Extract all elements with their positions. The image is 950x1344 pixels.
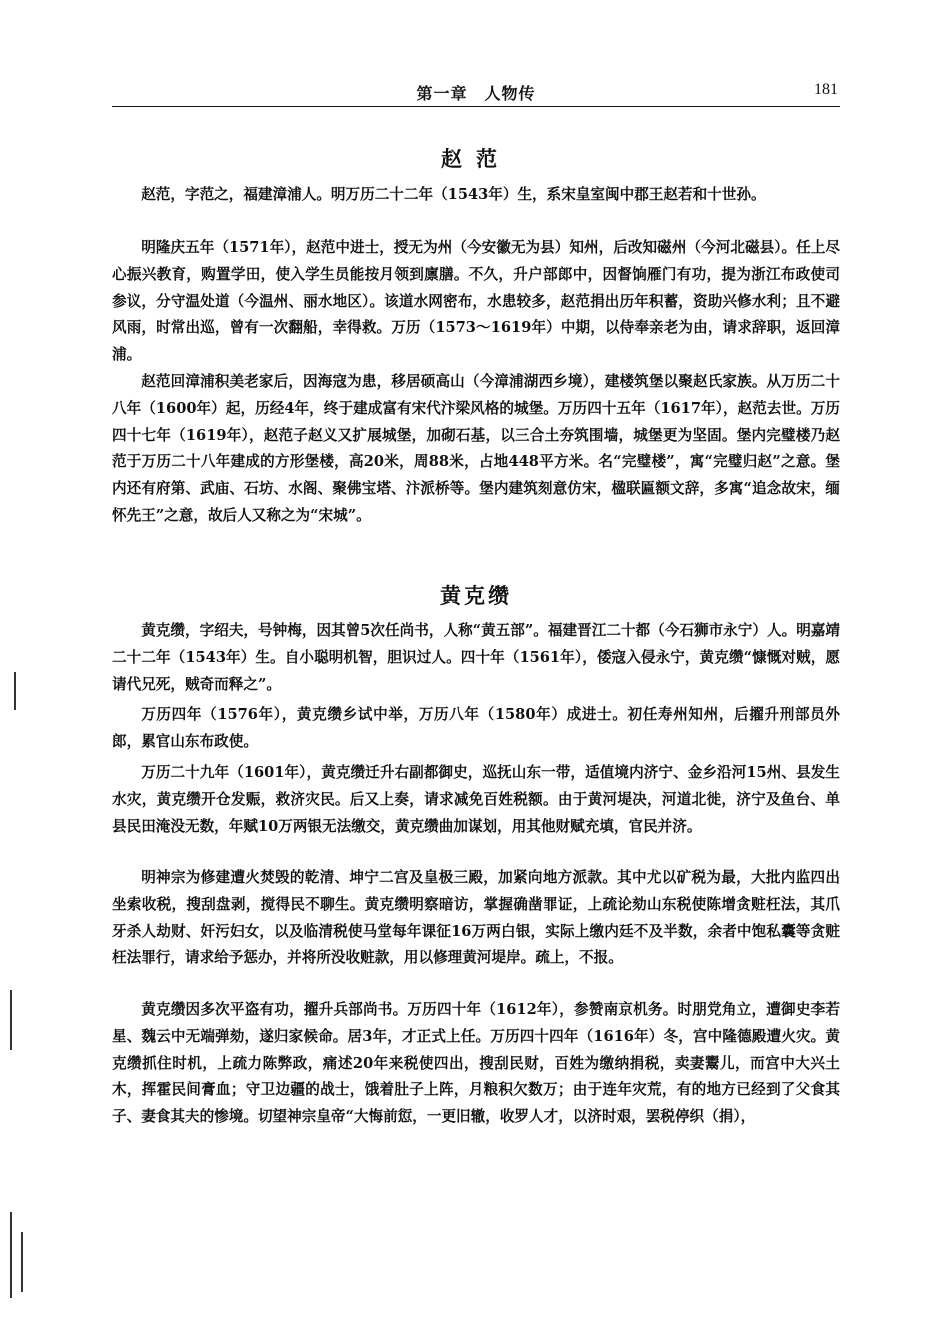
page-number: 181: [814, 81, 838, 98]
paragraph: 黄克缵，字绍夫，号钟梅，因其曾5次任尚书，人称“黄五部”。福建晋江二十都（今石狮市永宁）人。明嘉靖二十二年（1543年）生。自小聪明机智，胆识过人。四十年（1561年），倭寇入侵永宁，黄克缵“慷慨对贼，愿请代兄死，贼奇而释之”。: [112, 622, 840, 693]
paragraph: 赵范，字范之，福建漳浦人。明万历二十二年（1543年）生，系宋皇室闽中郡王赵若和十世孙。: [141, 186, 766, 203]
paragraph: 明隆庆五年（1571年），赵范中进士，授无为州（今安徽无为县）知州，后改知磁州（今河北磁县）。任上尽心振兴教育，购置学田，使入学生员能按月领到廪膳。不久，升户部郎中，因督饷雁门有功，提为浙江布政使司参议，分守温处道（今温州、丽水地区）。该道水网密布，水患较多，赵范捐出历年积蓄，资助兴修水利；且不避风雨，时常出巡，曾有一次翻船，幸得救。万历（1573～1619年）中期，以侍奉亲老为由，请求辞职，返回漳浦。: [112, 239, 840, 364]
section-title-zhao-fan: 赵范: [441, 146, 511, 171]
paragraph: 赵范回漳浦积美老家后，因海寇为患，移居硕高山（今漳浦湖西乡境），建楼筑堡以聚赵氏家族。从万历二十八年（1600年）起，历经4年，终于建成富有宋代汴梁风格的城堡。万历四十五年（1617年），赵范去世。万历四十七年（1619年），赵范子赵义又扩展城堡，加砌石基，以三合土夯筑围墙，城堡更为坚固。堡内完璧楼乃赵范于万历二十八年建成的方形堡楼，高20米，周88米，占地448平方米。名“完璧楼”，寓“完璧归赵”之意。堡内还有府第、武庙、石坊、水阁、聚佛宝塔、汴派桥等。堡内建筑刻意仿宋，楹联匾额文辞，多寓“追念故宋，缅怀先王”之意，故后人又称之为“宋城”。: [112, 373, 840, 524]
page-header: [112, 76, 840, 107]
scan-margin-mark: [14, 672, 16, 710]
scan-margin-mark: [10, 1212, 12, 1298]
section-title-huang-kezuan: 黄克缵: [440, 583, 512, 608]
paragraph: 万历四年（1576年），黄克缵乡试中举，万历八年（1580年）成进士。初任寿州知州，后擢升刑部员外郎，累官山东布政使。: [112, 706, 840, 750]
scan-margin-mark: [10, 990, 12, 1050]
scan-margin-mark: [21, 1232, 23, 1292]
paragraph: 黄克缵因多次平盗有功，擢升兵部尚书。万历四十年（1612年），参赞南京机务。时朋党角立，遭御史李若星、魏云中无端弹劾，遂归家候命。居3年，才正式上任。万历四十四年（1616年）冬，宫中隆德殿遭火灾。黄克缵抓住时机，上疏力陈弊政，痛述20年来税使四出，搜刮民财，百姓为缴纳捐税，卖妻鬻儿，而宫中大兴土木，挥霍民间膏血；守卫边疆的战士，饿着肚子上阵，月粮积欠数万；由于连年灾荒，有的地方已经到了父食其子、妻食其夫的惨境。切望神宗皇帝“大悔前愆，一更旧辙，收罗人才，以济时艰，罢税停织（捐），: [112, 1001, 840, 1126]
paragraph: 明神宗为修建遭火焚毁的乾清、坤宁二宫及皇极三殿，加紧向地方派款。其中尤以矿税为最，大批内监四出坐索收税，搜刮盘剥，搅得民不聊生。黄克缵明察暗访，掌握确凿罪证，上疏论劾山东税使陈增贪赃枉法，其爪牙杀人劫财、奸污妇女，以及临清税使马堂每年课征16万两白银，实际上缴内廷不及半数，余者中饱私囊等贪赃枉法罪行，请求给予惩办，并将所没收赃款，用以修理黄河堤岸。疏上，不报。: [112, 869, 840, 967]
chapter-title: 第一章 人物传: [416, 84, 536, 103]
paragraph: 万历二十九年（1601年），黄克缵迁升右副都御史，巡抚山东一带，适值境内济宁、金乡沿河15州、县发生水灾，黄克缵开仓发赈，救济灾民。后又上奏，请求减免百姓税额。由于黄河堤决，河道北徙，济宁及鱼台、单县民田淹没无数，年赋10万两银无法缴交，黄克缵曲加谋划，用其他财赋充填，官民并济。: [112, 764, 840, 835]
